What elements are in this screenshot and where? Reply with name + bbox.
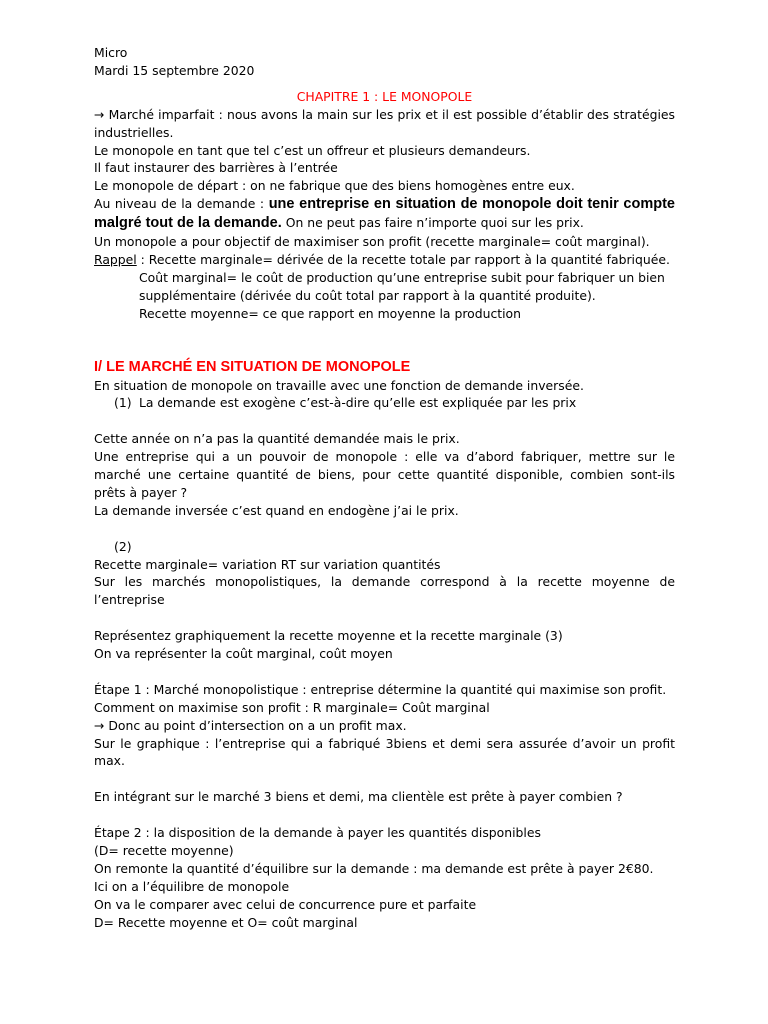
- chapter-title: CHAPITRE 1 : LE MONOPOLE: [296, 88, 473, 104]
- blank-line: [94, 806, 675, 824]
- intro-paragraph-3: Il faut instaurer des barrières à l’entrée: [94, 160, 338, 176]
- section-line-10: Comment on maximise son profit : R marginale= Coût marginal: [94, 699, 490, 715]
- blank-line: [94, 770, 675, 788]
- numbered-item-1: (1) La demande est exogène c’est-à-dire qu’elle est expliquée par les prix: [114, 395, 577, 411]
- section-line-2: Cette année on n’a pas la quantité demandée mais le prix.: [94, 431, 460, 447]
- section-line-5: Recette marginale= variation RT sur variation quantités: [94, 556, 441, 572]
- intro-paragraph-4: Le monopole de départ : on ne fabrique que des biens homogènes entre eux.: [94, 178, 575, 194]
- date-line: Mardi 15 septembre 2020: [94, 62, 255, 78]
- blank-line: [94, 609, 675, 627]
- rappel-line-2: Coût marginal= le coût de production qu’une entreprise subit pour fabriquer un bien supplémentaire (dérivée du coût total par rapport à la quantité produite).: [139, 269, 665, 303]
- section-line-4: La demande inversée c’est quand en endogène j’ai le prix.: [94, 502, 459, 518]
- section-line-8: On va représenter la coût marginal, coût moyen: [94, 646, 393, 662]
- intro-paragraph-5: Au niveau de la demande : une entreprise en situation de monopole doit tenir compte malgré tout de la demande. On ne peut pas faire n’importe quoi sur les prix.: [94, 196, 675, 232]
- rappel-line-3: Recette moyenne= ce que rapport en moyenne la production: [139, 305, 521, 321]
- section-line-7: Représentez graphiquement la recette moyenne et la recette marginale (3): [94, 628, 563, 644]
- section-line-19: D= Recette moyenne et O= coût marginal: [94, 914, 358, 930]
- document-body: [94, 44, 675, 932]
- section-line-9: Étape 1 : Marché monopolistique : entreprise détermine la quantité qui maximise son profit.: [94, 681, 667, 697]
- numbered-item-2: (2): [114, 538, 132, 554]
- section-line-3: Une entreprise qui a un pouvoir de monopole : elle va d’abord fabriquer, mettre sur le marché une certaine quantité de biens, pour cette quantité disponible, combien sont-ils prêts à payer ?: [94, 449, 675, 500]
- section-heading: I/ LE MARCHÉ EN SITUATION DE MONOPOLE: [94, 358, 411, 375]
- section-line-11: → Donc au point d’intersection on a un profit max.: [94, 717, 407, 733]
- blank-line: [94, 412, 675, 430]
- blank-line: [94, 520, 675, 538]
- section-line-1: En situation de monopole on travaille avec une fonction de demande inversée.: [94, 377, 584, 393]
- subject-line: Micro: [94, 45, 128, 60]
- section-line-12: Sur le graphique : l’entreprise qui a fabriqué 3biens et demi sera assurée d’avoir un profit max.: [94, 735, 675, 769]
- section-line-16: On remonte la quantité d’équilibre sur la demande : ma demande est prête à payer 2€80.: [94, 860, 654, 876]
- rappel-label: Rappel: [94, 251, 137, 267]
- section-line-13: En intégrant sur le marché 3 biens et demi, ma clientèle est prête à payer combien ?: [94, 789, 623, 805]
- bold-statement: une entreprise en situation de monopole doit tenir compte malgré tout de la demande.: [94, 196, 675, 232]
- section-line-18: On va le comparer avec celui de concurrence pure et parfaite: [94, 896, 477, 912]
- section-line-15: (D= recette moyenne): [94, 842, 234, 858]
- rappel-line-1: Rappel : Recette marginale= dérivée de la recette totale par rapport à la quantité fabriquée.: [94, 251, 670, 267]
- arrow-icon: →: [94, 717, 105, 733]
- section-line-17: Ici on a l’équilibre de monopole: [94, 878, 290, 894]
- arrow-icon: →: [94, 106, 105, 122]
- section-line-6: Sur les marchés monopolistiques, la demande correspond à la recette moyenne de l’entreprise: [94, 574, 675, 608]
- section-line-14: Étape 2 : la disposition de la demande à payer les quantités disponibles: [94, 825, 541, 841]
- blank-line: [94, 663, 675, 681]
- intro-paragraph-1: → Marché imparfait : nous avons la main sur les prix et il est possible d’établir des stratégies industrielles.: [94, 106, 675, 140]
- intro-paragraph-6: Un monopole a pour objectif de maximiser son profit (recette marginale= coût marginal).: [94, 234, 650, 250]
- intro-paragraph-2: Le monopole en tant que tel c’est un offreur et plusieurs demandeurs.: [94, 142, 531, 158]
